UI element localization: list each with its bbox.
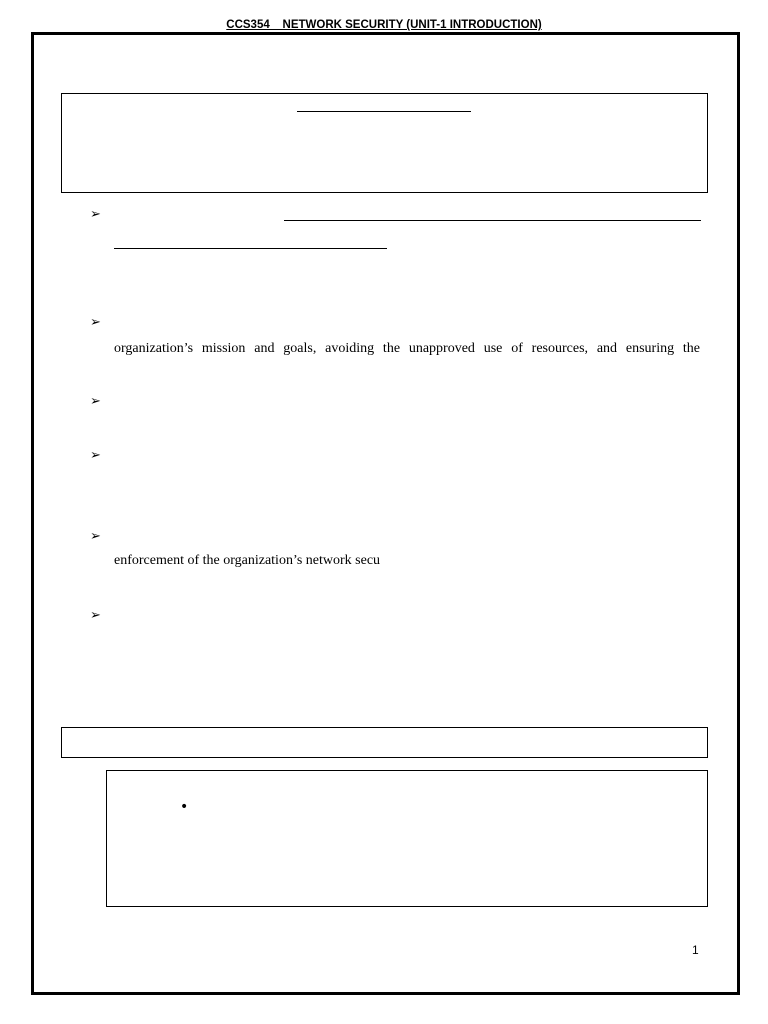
arrow-bullet-icon: ➢	[90, 608, 101, 623]
content-box	[106, 770, 708, 907]
section-title-underline	[297, 111, 471, 112]
page-header	[0, 19, 768, 31]
course-title: CCS354 NETWORK SECURITY (UNIT-1 INTRODUCTION)	[226, 19, 542, 31]
dot-bullet-icon: •	[180, 799, 189, 815]
definition-underline-2	[114, 248, 387, 249]
arrow-bullet-icon: ➢	[90, 529, 101, 544]
arrow-bullet-icon: ➢	[90, 448, 101, 463]
paragraph-text: enforcement of the organization’s network secu	[114, 553, 381, 568]
arrow-bullet-icon: ➢	[90, 394, 101, 409]
subheading-box	[61, 727, 708, 758]
page-number: 1	[692, 943, 699, 957]
arrow-bullet-icon: ➢	[90, 207, 101, 222]
definition-underline-1	[284, 220, 701, 221]
arrow-bullet-icon: ➢	[90, 315, 101, 330]
section-title-box	[61, 93, 708, 193]
paragraph-text: organization’s mission and goals, avoiding the unapproved use of resources, and ensuring the	[114, 341, 700, 356]
